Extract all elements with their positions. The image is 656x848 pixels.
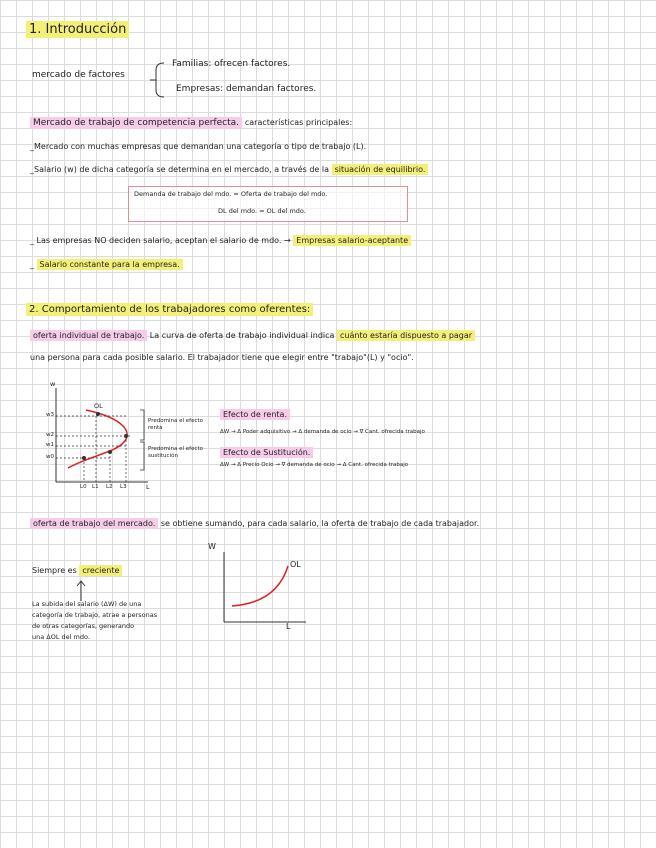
graph1-y-axis: w: [50, 380, 56, 388]
siempre-note-1: La subida del salario (ΔW) de una: [32, 600, 142, 608]
graph1-curve-label: OL: [94, 402, 103, 410]
graph1-y-tick-0: w3: [46, 412, 54, 418]
siempre-note-4: una ΔOL del mdo.: [32, 633, 90, 641]
siempre-note-2: categoría de trabajo, atrae a personas: [32, 611, 158, 619]
box-line-1: Demanda de trabajo del mdo. = Oferta de trabajo del mdo.: [134, 190, 328, 198]
graph1-x-tick-2: L2: [106, 484, 113, 490]
graph1-brace-bottom: Predomina el efecto sustitución: [148, 446, 203, 459]
oferta-individual-line1: oferta individual de trabajo. La curva de oferta de trabajo individual indica cuánto estaría dispuesto a pagar: [30, 331, 475, 341]
bullet-1: _Mercado con muchas empresas que demandan una categoría o tipo de trabajo (L).: [30, 142, 367, 151]
mercado-label: mercado de factores: [32, 70, 125, 80]
individual-supply-graph: [38, 380, 208, 495]
branch-bracket: [150, 60, 170, 100]
efecto-renta-desc: ΔW → Δ Poder adquisitivo → Δ demanda de ocio → ∇ Cant. ofrecida trabajo: [220, 429, 425, 435]
oferta-mercado-line: oferta de trabajo del mercado. se obtiene sumando, para cada salario, la oferta de trabajo de cada trabajador.: [30, 519, 479, 529]
graph1-brace-top: Predomina el efecto renta: [148, 418, 203, 431]
graph1-x-tick-3: L3: [120, 484, 127, 490]
section2-title: 2. Comportamiento de los trabajadores como oferentes:: [26, 304, 313, 317]
competencia-heading: Mercado de trabajo de competencia perfecta. características principales:: [30, 118, 352, 129]
siempre-creciente: Siempre es creciente: [32, 566, 122, 576]
section1-title: 1. Introducción: [26, 22, 129, 38]
bullet-4: _ Salario constante para la empresa.: [30, 260, 183, 270]
graph2-curve-label: OL: [290, 560, 301, 569]
up-arrow-icon: [76, 580, 86, 602]
branch-top: Familias: ofrecen factores.: [172, 59, 291, 69]
graph1-x-tick-1: L1: [92, 484, 99, 490]
efecto-sustitucion-title: Efecto de Sustitución.: [220, 448, 313, 458]
bullet-2: _Salario (w) de dicha categoría se determina en el mercado, a través de la situación de equilibrio.: [30, 165, 428, 175]
graph1-x-axis: L: [146, 483, 150, 491]
graph1-y-tick-1: w2: [46, 432, 54, 438]
graph1-y-tick-3: w0: [46, 454, 54, 460]
box-line-2: DL del mdo. = OL del mdo.: [218, 207, 306, 215]
bullet-3: _ Las empresas NO deciden salario, aceptan el salario de mdo. → Empresas salario-aceptante: [30, 236, 411, 246]
graph1-y-tick-2: w1: [46, 442, 54, 448]
oferta-individual-line2: una persona para cada posible salario. El trabajador tiene que elegir entre "trabajo"(L) y "ocio".: [30, 353, 414, 362]
graph1-x-tick-0: L0: [80, 484, 87, 490]
efecto-renta-title: Efecto de renta.: [220, 410, 290, 420]
efecto-sustitucion-desc: ΔW → Δ Precio Ocio → ∇ demanda de ocio → Δ Cant. ofrecida trabajo: [220, 462, 409, 468]
siempre-note-3: de otras categorías, generando: [32, 622, 135, 630]
branch-bottom: Empresas: demandan factores.: [176, 84, 317, 94]
graph2-y-axis: W: [208, 542, 216, 551]
graph2-x-axis: L: [286, 622, 291, 631]
